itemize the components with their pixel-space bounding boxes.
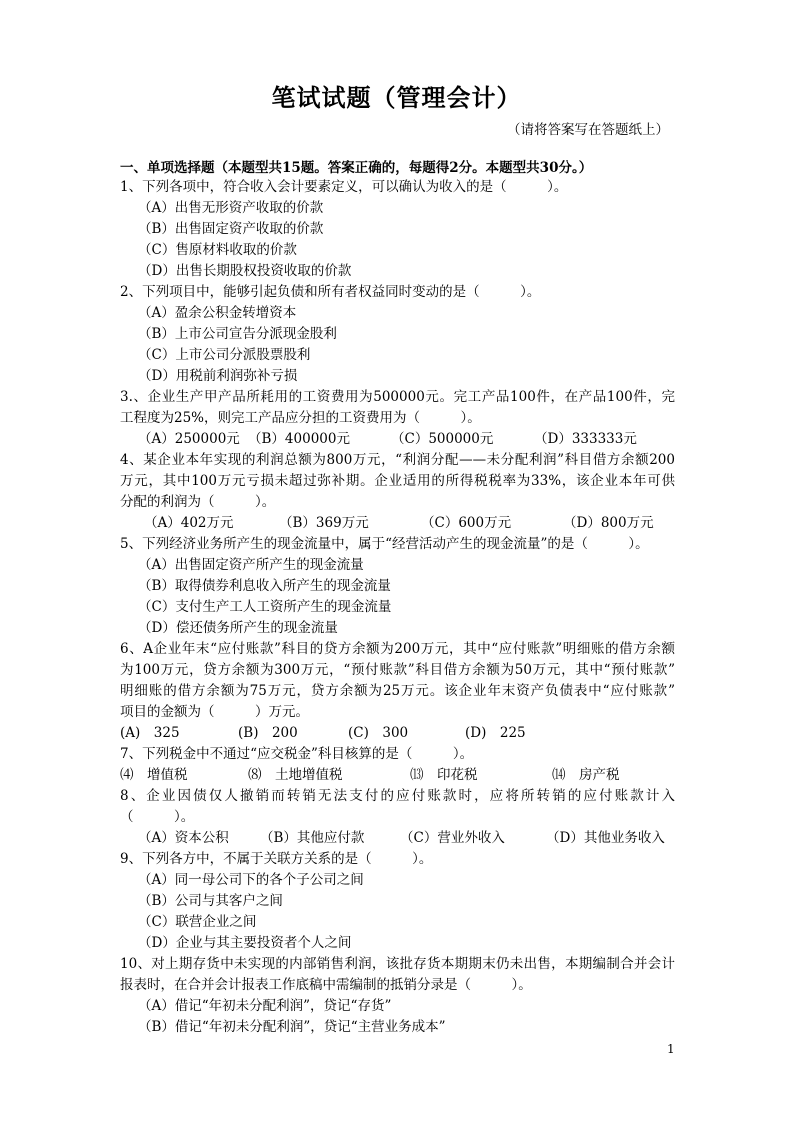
question-1-option-a: （A）出售无形资产收取的价款: [138, 200, 324, 216]
question-2-option-d: （D）用税前利润弥补亏损: [138, 368, 298, 384]
question-3-option-b: （B）400000元: [248, 431, 350, 447]
question-2-option-c: （C）上市公司分派股票股利: [138, 347, 311, 363]
question-6-text-line-1: 6、A企业年末“应付账款”科目的贷方余额为200万元，其中“应付账款”明细账的借方余额: [120, 641, 675, 657]
question-9-option-a: （A）同一母公司下的各个子公司之间: [138, 872, 364, 888]
question-6-option-c: (C) 300: [348, 725, 409, 741]
question-7-options: [120, 765, 675, 786]
question-10-option-b: （B）借记“年初未分配利润”，贷记“主营业务成本”: [138, 1019, 446, 1035]
question-6-text-line-3: 明细账的借方余额为75万元，贷方余额为25万元。该企业年末资产负债表中“应付账款”: [120, 683, 675, 699]
question-3-option-c: （C）500000元: [391, 431, 494, 447]
question-2-text: 2、下列项目中，能够引起负债和所有者权益同时变动的是（ ）。: [120, 284, 541, 300]
question-1-text: 1、下列各项中，符合收入会计要素定义，可以确认为收入的是（ ）。: [120, 179, 568, 195]
question-8-option-c: （C）营业外收入: [400, 830, 505, 846]
question-6-option-a: (A) 325: [120, 725, 180, 741]
questions-body: [120, 177, 675, 1038]
question-5-option-d: （D）偿还债务所产生的现金流量: [138, 620, 338, 636]
question-8-text-line-1: 8、企业因债仅人撤销而转销无法支付的应付账款时，应将所转销的应付账款计入: [120, 788, 675, 804]
question-7-option-d: ⒁ 房产税: [552, 767, 620, 783]
question-4-option-a: （A）402万元: [144, 515, 234, 531]
page-title: 笔试试题（管理会计）: [271, 83, 522, 112]
question-6-options: [120, 723, 675, 744]
question-4-option-d: （D）800万元: [563, 515, 654, 531]
question-4-text-line-1: 4、某企业本年实现的利润总额为800万元，“利润分配——未分配利润”科目借方余额200: [120, 452, 675, 468]
question-9-text: 9、下列各方中，不属于关联方关系的是（ ）。: [120, 851, 433, 867]
question-9-option-d: （D）企业与其主要投资者个人之间: [138, 935, 352, 951]
question-7-option-c: ⒀ 印花税: [410, 767, 478, 783]
question-8-option-b: （B）其他应付款: [260, 830, 365, 846]
question-10-text-line-2: 报表时，在合并会计报表工作底稿中需编制的抵销分录是（ ）。: [120, 977, 532, 993]
question-4-text-line-3: 分配的利润为（ ）。: [120, 494, 276, 510]
question-8-option-d: （D）其他业务收入: [546, 830, 665, 846]
question-1-option-b: （B）出售固定资产收取的价款: [138, 221, 324, 237]
question-4-options: [120, 513, 675, 534]
question-5-option-a: （A）出售固定资产所产生的现金流量: [138, 557, 364, 573]
question-4-option-c: （C）600万元: [421, 515, 512, 531]
question-6-option-d: (D) 225: [465, 725, 526, 741]
question-10-option-a: （A）借记“年初未分配利润”，贷记“存货”: [138, 998, 392, 1014]
question-2-option-a: （A）盈余公积金转增资本: [138, 305, 297, 321]
question-9-option-c: （C）联营企业之间: [138, 914, 257, 930]
page-number: 1: [667, 1042, 675, 1056]
question-10-text-line-1: 10、对上期存货中未实现的内部销售利润，该批存货本期期末仍未出售，本期编制合并会计: [120, 956, 675, 972]
question-7-option-b: ⑻ 土地增值税: [248, 767, 343, 783]
question-8-options: [120, 828, 675, 849]
question-5-option-b: （B）取得债券利息收入所产生的现金流量: [138, 578, 391, 594]
question-5-text: 5、下列经济业务所产生的现金流量中，属于“经营活动产生的现金流量”的是（ ）。: [120, 536, 649, 552]
question-3-text-line-2: 工程度为25%，则完工产品应分担的工资费用为（ ）。: [120, 410, 481, 426]
question-4-text-line-2: 万元，其中100万元亏损未超过弥补期。企业适用的所得税税率为33%，该企业本年可供: [120, 473, 675, 489]
question-9-option-b: （B）公司与其客户之间: [138, 893, 283, 909]
question-6-text-line-2: 为100万元，贷方余额为300万元，“预付账款”科目借方余额为50万元，其中“预付账款”: [120, 662, 675, 678]
question-2-option-b: （B）上市公司宣告分派现金股利: [138, 326, 337, 342]
question-8-text-line-2: （ ）。: [120, 809, 195, 825]
section-heading: 一、单项选择题（本题型共15题。答案正确的，每题得2分。本题型共30分。）: [120, 160, 593, 176]
question-7-text: 7、下列税金中不通过“应交税金”科目核算的是（ ）。: [120, 746, 474, 762]
question-4-option-b: （B）369万元: [279, 515, 369, 531]
question-3-options: [120, 429, 675, 450]
question-1-option-d: （D）出售长期股权投资收取的价款: [138, 263, 352, 279]
question-6-option-b: (B) 200: [238, 725, 298, 741]
question-3-option-a: （A）250000元: [138, 431, 240, 447]
question-1-option-c: （C）售原材料收取的价款: [138, 242, 297, 258]
question-3-text-line-1: 3.、企业生产甲产品所耗用的工资费用为500000元。完工产品100件，在产品100件，完: [120, 389, 675, 405]
question-8-option-a: （A）资本公积: [138, 830, 229, 846]
question-7-option-a: ⑷ 增值税: [120, 767, 188, 783]
question-3-option-d: （D）333333元: [534, 431, 637, 447]
question-6-text-line-4: 项目的金额为（ ）万元。: [120, 704, 309, 720]
question-5-option-c: （C）支付生产工人工资所产生的现金流量: [138, 599, 392, 615]
answer-note: （请将答案写在答题纸上）: [507, 122, 669, 138]
